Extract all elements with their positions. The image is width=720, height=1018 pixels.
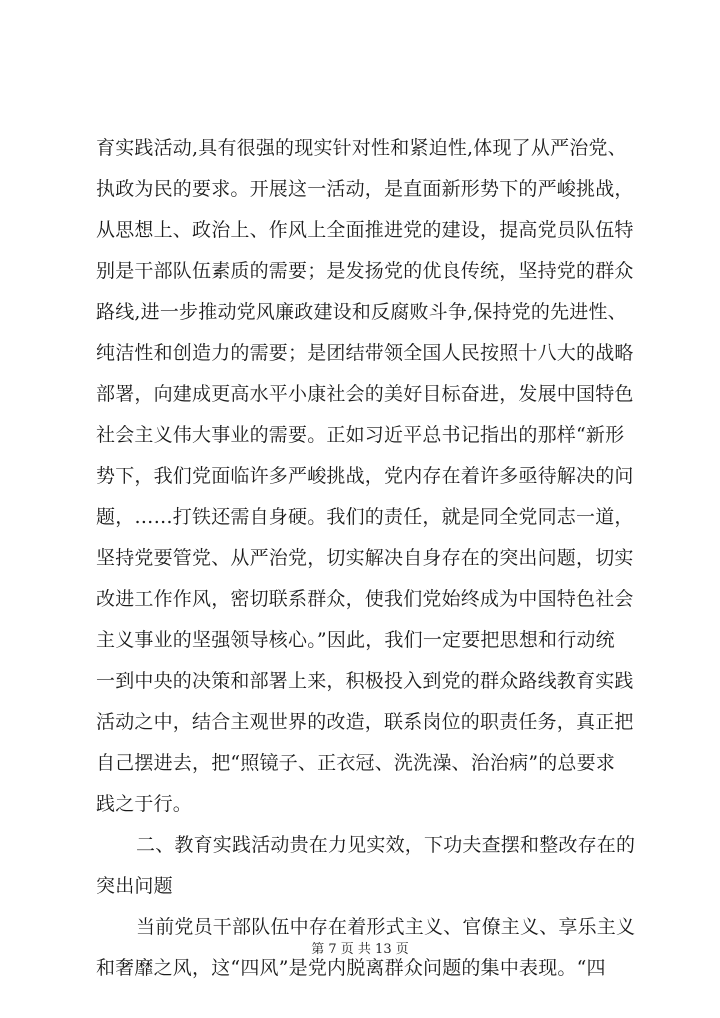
text-line: 执政为民的要求。开展这一活动，是直面新形势下的严峻挑战， — [96, 178, 634, 200]
section-heading-line: 二、教育实践活动贵在力见实效，下功夫查摆和整改存在的 — [136, 834, 636, 856]
text-line: 育实践活动,具有很强的现实针对性和紧迫性,体现了从严治党、 — [96, 137, 627, 159]
text-line: 从思想上、政治上、作风上全面推进党的建设，提高党员队伍特 — [96, 219, 634, 241]
text-line: 部署，向建成更高水平小康社会的美好目标奋进，发展中国特色 — [96, 383, 634, 405]
text-line: 主义事业的坚强领导核心。”因此，我们一定要把思想和行动统 — [96, 629, 615, 651]
text-line: 一到中央的决策和部署上来，积极投入到党的群众路线教育实践 — [96, 670, 634, 692]
section-heading-line: 突出问题 — [96, 875, 173, 897]
text-line: 路线,进一步推动党风廉政建设和反腐败斗争,保持党的先进性、 — [96, 301, 627, 323]
text-line: 势下，我们党面临许多严峻挑战，党内存在着许多亟待解决的问 — [96, 465, 634, 487]
page-footer: 第 7 页 共 13 页 — [311, 942, 409, 957]
text-line: 纯洁性和创造力的需要；是团结带领全国人民按照十八大的战略 — [96, 342, 634, 364]
text-line: 题，……打铁还需自身硬。我们的责任，就是同全党同志一道， — [96, 506, 634, 528]
body-text — [96, 128, 656, 989]
text-line: 坚持党要管党、从严治党，切实解决自身存在的突出问题，切实 — [96, 547, 634, 569]
text-line: 别是干部队伍素质的需要；是发扬党的优良传统，坚持党的群众 — [96, 260, 634, 282]
text-line: 自己摆进去，把“照镜子、正衣冠、洗洗澡、治治病”的总要求 — [96, 752, 616, 774]
text-line: 社会主义伟大事业的需要。正如习近平总书记指出的那样“新形 — [96, 424, 625, 446]
paragraph-start-line: 当前党员干部队伍中存在着形式主义、官僚主义、享乐主义 — [136, 916, 636, 938]
text-line: 践之于行。 — [96, 793, 193, 815]
text-line: 活动之中，结合主观世界的改造，联系岗位的职责任务，真正把 — [96, 711, 634, 733]
text-line: 改进工作作风，密切联系群众，使我们党始终成为中国特色社会 — [96, 588, 634, 610]
text-line: 和奢靡之风，这“四风”是党内脱离群众问题的集中表现。“四 — [96, 957, 606, 979]
